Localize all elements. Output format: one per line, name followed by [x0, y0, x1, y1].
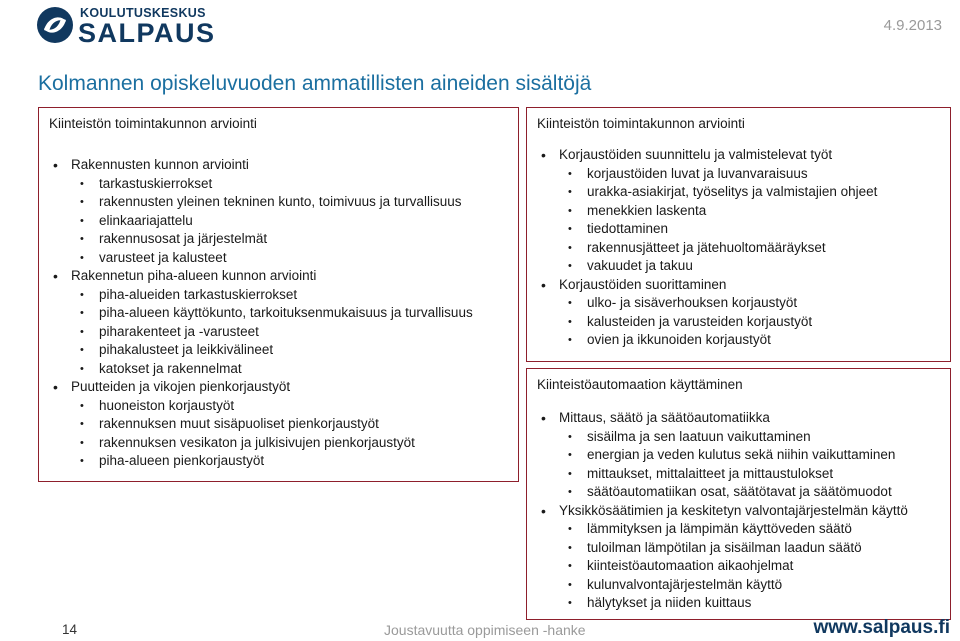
bullet-item: • Mittaus, säätö ja säätöautomatiikka	[527, 409, 908, 428]
footer-text: Joustavuutta oppimiseen -hanke	[384, 622, 586, 638]
sub-bullet-item: • piha-alueiden tarkastuskierrokset	[39, 286, 473, 305]
sub-bullet-item: • säätöautomatiikan osat, säätötavat ja säätömuodot	[527, 483, 908, 502]
slide-title: Kolmannen opiskeluvuoden ammatillisten aineiden sisältöjä	[38, 72, 592, 95]
sub-bullet-item: • tarkastuskierrokset	[39, 175, 473, 194]
sub-bullet-item: • kiinteistöautomaation aikaohjelmat	[527, 557, 908, 576]
sub-bullet-item: • tuloilman lämpötilan ja sisäilman laadun säätö	[527, 539, 908, 558]
bullet-list	[39, 156, 473, 471]
box-title: Kiinteistön toimintakunnon arviointi	[537, 116, 745, 131]
bullet-item: • Korjaustöiden suorittaminen	[527, 276, 877, 295]
website-link[interactable]: www.salpaus.fi	[813, 617, 950, 638]
sub-bullet-item: • piharakenteet ja -varusteet	[39, 323, 473, 342]
sub-bullet-item: • sisäilma ja sen laatuun vaikuttaminen	[527, 428, 908, 447]
sub-bullet-item: • rakennuksen muut sisäpuoliset pienkorjaustyöt	[39, 415, 473, 434]
sub-bullet-item: • pihakalusteet ja leikkivälineet	[39, 341, 473, 360]
sub-bullet-item: • menekkien laskenta	[527, 202, 877, 221]
sub-bullet-item: • kulunvalvontajärjestelmän käyttö	[527, 576, 908, 595]
sub-bullet-item: • mittaukset, mittalaitteet ja mittaustulokset	[527, 465, 908, 484]
sub-bullet-item: • urakka-asiakirjat, työselitys ja valmistajien ohjeet	[527, 183, 877, 202]
content-box-right-bottom	[526, 368, 951, 620]
sub-bullet-item: • hälytykset ja niiden kuittaus	[527, 594, 908, 613]
sub-bullet-item: • ulko- ja sisäverhouksen korjaustyöt	[527, 294, 877, 313]
sub-bullet-item: • korjaustöiden luvat ja luvanvaraisuus	[527, 165, 877, 184]
sub-bullet-item: • piha-alueen pienkorjaustyöt	[39, 452, 473, 471]
logo-line-2: SALPAUS	[78, 18, 216, 48]
sub-bullet-item: • rakennuksen vesikaton ja julkisivujen pienkorjaustyöt	[39, 434, 473, 453]
sub-bullet-item: • ovien ja ikkunoiden korjaustyöt	[527, 331, 877, 350]
sub-bullet-item: • tiedottaminen	[527, 220, 877, 239]
sub-bullet-item: • katokset ja rakennelmat	[39, 360, 473, 379]
sub-bullet-item: • kalusteiden ja varusteiden korjaustyöt	[527, 313, 877, 332]
sub-bullet-item: • elinkaariajattelu	[39, 212, 473, 231]
sub-bullet-item: • lämmityksen ja lämpimän käyttöveden säätö	[527, 520, 908, 539]
sub-bullet-item: • energian ja veden kulutus sekä niihin vaikuttaminen	[527, 446, 908, 465]
bullet-item: • Yksikkösäätimien ja keskitetyn valvontajärjestelmän käyttö	[527, 502, 908, 521]
sub-bullet-item: • vakuudet ja takuu	[527, 257, 877, 276]
content-box-right-top	[526, 107, 951, 362]
bullet-item: • Korjaustöiden suunnittelu ja valmistelevat työt	[527, 146, 877, 165]
sub-bullet-item: • rakennusjätteet ja jätehuoltomääräykset	[527, 239, 877, 258]
bullet-item: • Rakennusten kunnon arviointi	[39, 156, 473, 175]
box-title: Kiinteistöautomaation käyttäminen	[537, 377, 743, 392]
logo-line-1: KOULUTUSKESKUS	[80, 6, 206, 20]
salpaus-swirl-icon	[36, 6, 74, 44]
salpaus-logo	[36, 4, 216, 48]
sub-bullet-item: • rakennusten yleinen tekninen kunto, toimivuus ja turvallisuus	[39, 193, 473, 212]
bullet-list	[527, 146, 877, 350]
content-box-left	[38, 107, 519, 482]
sub-bullet-item: • huoneiston korjaustyöt	[39, 397, 473, 416]
slide-date: 4.9.2013	[883, 17, 942, 34]
page-number: 14	[62, 622, 78, 637]
sub-bullet-item: • piha-alueen käyttökunto, tarkoituksenmukaisuus ja turvallisuus	[39, 304, 473, 323]
box-title: Kiinteistön toimintakunnon arviointi	[49, 116, 257, 131]
sub-bullet-item: • rakennusosat ja järjestelmät	[39, 230, 473, 249]
bullet-item: • Puutteiden ja vikojen pienkorjaustyöt	[39, 378, 473, 397]
bullet-item: • Rakennetun piha-alueen kunnon arviointi	[39, 267, 473, 286]
sub-bullet-item: • varusteet ja kalusteet	[39, 249, 473, 268]
bullet-list	[527, 409, 908, 613]
